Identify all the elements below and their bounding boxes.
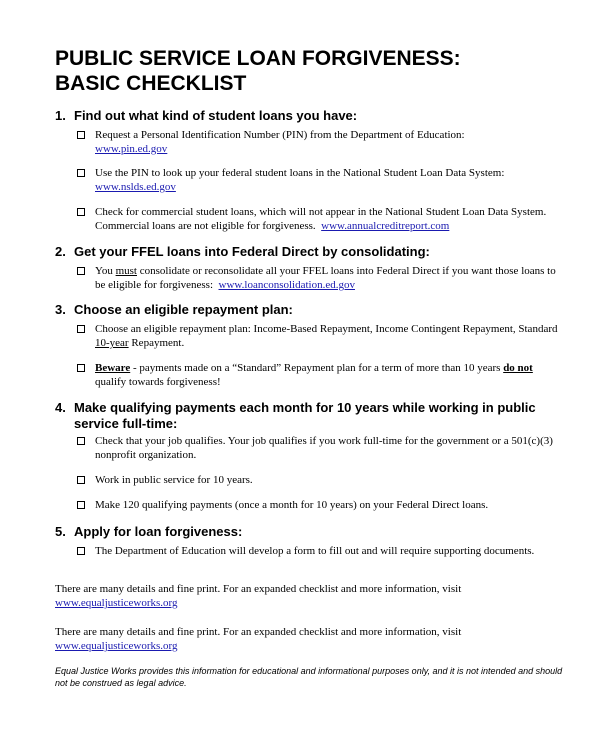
closing-paragraph: There are many details and fine print. For an expanded checklist and more information, visit www.equaljusticeworks.org	[55, 625, 575, 653]
disclaimer: Equal Justice Works provides this information for educational and informational purposes only, and it is not intended and should not be construed as legal advice.	[55, 666, 563, 688]
pin-link[interactable]: www.pin.ed.gov	[95, 143, 168, 155]
checklist-item: Check that your job qualifies. Your job qualifies if you work full-time for the government or a 501(c)(3) nonprofit organization.	[77, 434, 562, 462]
checkbox-icon	[77, 169, 85, 177]
closing-paragraph: There are many details and fine print. For an expanded checklist and more information, visit www.equaljusticeworks.org	[55, 582, 575, 610]
checklist-item: Make 120 qualifying payments (once a month for 10 years) on your Federal Direct loans.	[77, 498, 562, 512]
checkbox-icon	[77, 547, 85, 555]
loanconsolidation-link[interactable]: www.loanconsolidation.ed.gov	[218, 279, 355, 291]
checkbox-icon	[77, 437, 85, 445]
annualcreditreport-link[interactable]: www.annualcreditreport.com	[321, 220, 450, 232]
equaljusticeworks-link[interactable]: www.equaljusticeworks.org	[55, 640, 178, 652]
section-4-heading: 4. Make qualifying payments each month for 10 years while working in public service full-time:	[55, 400, 536, 431]
checklist-item: Beware - payments made on a “Standard” Repayment plan for a term of more than 10 years do not qualify towards forgiveness!	[77, 361, 562, 389]
checkbox-icon	[77, 208, 85, 216]
checkbox-icon	[77, 131, 85, 139]
nslds-link[interactable]: www.nslds.ed.gov	[95, 181, 176, 193]
checklist-item: The Department of Education will develop a form to fill out and will require supporting documents.	[77, 544, 562, 558]
page-title	[55, 46, 575, 96]
section-1-heading: 1. Find out what kind of student loans you have:	[55, 108, 358, 123]
section-5-heading: 5. Apply for loan forgiveness:	[55, 524, 243, 539]
title-line-1: PUBLIC SERVICE LOAN FORGIVENESS:	[55, 47, 461, 70]
equaljusticeworks-link[interactable]: www.equaljusticeworks.org	[55, 597, 178, 609]
checkbox-icon	[77, 267, 85, 275]
checkbox-icon	[77, 476, 85, 484]
section-2-heading: 2. Get your FFEL loans into Federal Direct by consolidating:	[55, 244, 430, 259]
checkbox-icon	[77, 364, 85, 372]
checklist-item: You must consolidate or reconsolidate all your FFEL loans into Federal Direct if you want those loans to be eligible for forgiveness: www.loanconsolidation.ed.gov	[77, 264, 562, 292]
checklist-item: Check for commercial student loans, which will not appear in the National Student Loan Data System. Commercial loans are not eligible for forgiveness. www.annualcreditreport.com	[77, 205, 562, 233]
checklist-item: Choose an eligible repayment plan: Income-Based Repayment, Income Contingent Repayment, Standard 10-year Repayment.	[77, 322, 562, 350]
checklist-item: Work in public service for 10 years.	[77, 473, 562, 487]
checklist-item: Request a Personal Identification Number (PIN) from the Department of Education: www.pin.ed.gov	[77, 128, 562, 156]
title-line-2: BASIC CHECKLIST	[55, 72, 247, 95]
section-3-heading: 3. Choose an eligible repayment plan:	[55, 302, 293, 317]
checklist-item: Use the PIN to look up your federal student loans in the National Student Loan Data System: www.nslds.ed.gov	[77, 166, 562, 194]
checkbox-icon	[77, 325, 85, 333]
checkbox-icon	[77, 501, 85, 509]
